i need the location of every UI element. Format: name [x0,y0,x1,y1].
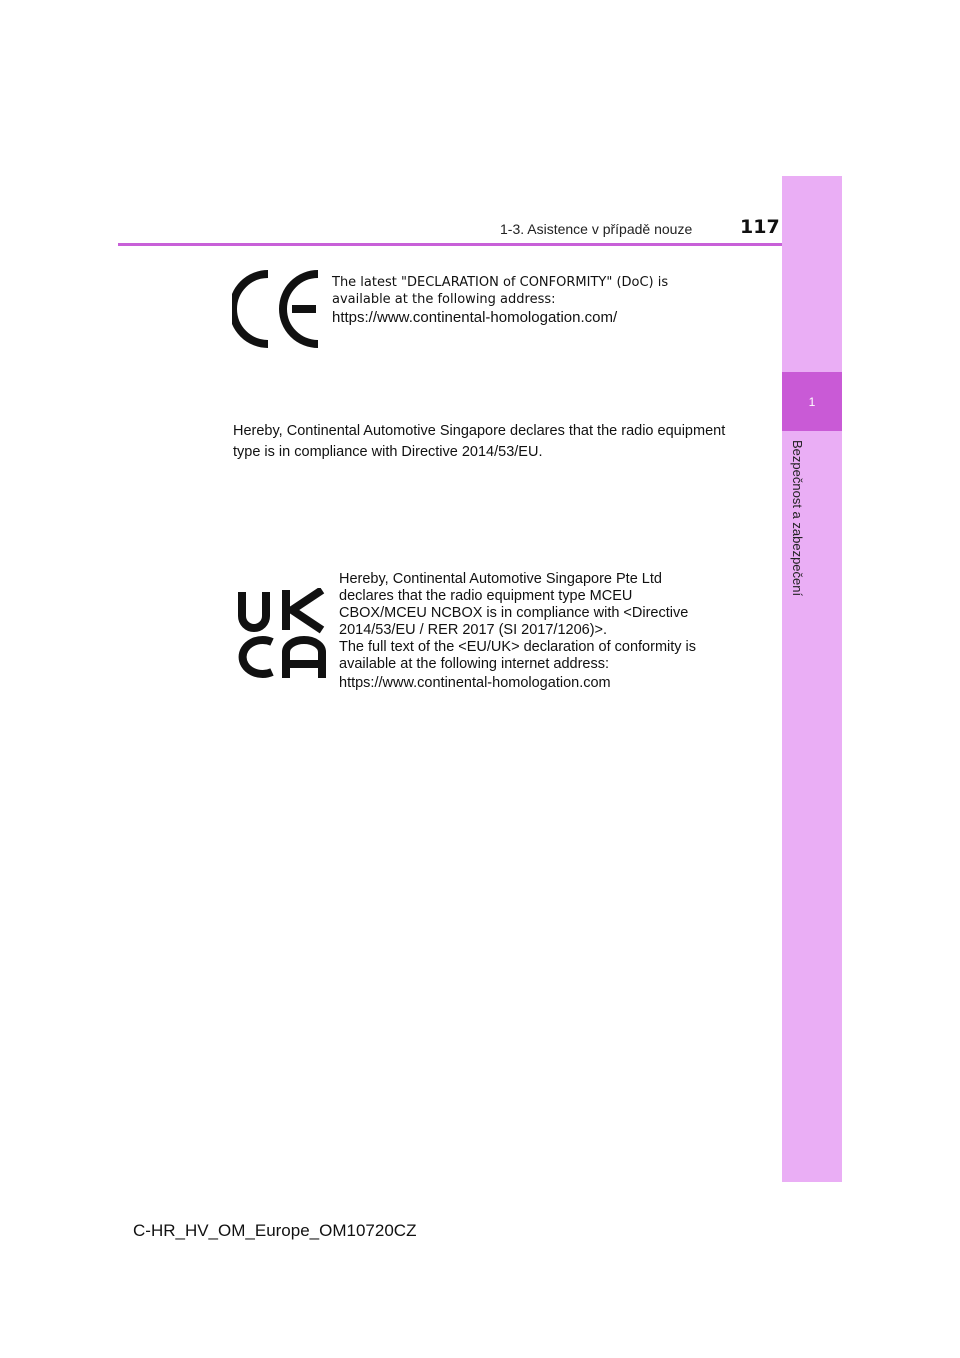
ukca-url-link[interactable]: https://www.continental-homologation.com [339,675,611,691]
ukca-declaration-text [339,571,719,692]
ce-url-link[interactable]: https://www.continental-homologation.com/ [332,309,618,326]
ukca-mark-logo [236,588,328,680]
header-rule [118,243,842,246]
chapter-label: Bezpečnost a zabezpečení [790,440,805,597]
ce-mark-logo [232,268,324,350]
chapter-number-tab[interactable]: 1 [782,372,842,431]
section-title: 1-3. Asistence v případě nouze [500,221,693,237]
ukca-paragraph-1: Hereby, Continental Automotive Singapore Pte Ltd declares that the radio equipment type MCEU CBOX/MCEU NCBOX is in compliance with <Directive 2014/53/EU / RER 2017 (SI 2017/1206)>. [339,571,689,638]
ukca-paragraph-2: The full text of the <EU/UK> declaration of conformity is available at the following internet address: [339,639,697,672]
page-number: 117 [740,216,780,238]
ce-line-1: The latest "DECLARATION of CONFORMITY" (DoC) is [332,275,669,290]
ce-declaration-text [332,274,752,326]
chapter-side-tab [782,176,842,1182]
eu-declaration-paragraph: Hereby, Continental Automotive Singapore declares that the radio equipment type is in compliance with Directive 2014/53/EU. [233,423,726,460]
footer-doc-id: C-HR_HV_OM_Europe_OM10720CZ [133,1221,417,1240]
ce-line-2: available at the following address: [332,292,556,307]
